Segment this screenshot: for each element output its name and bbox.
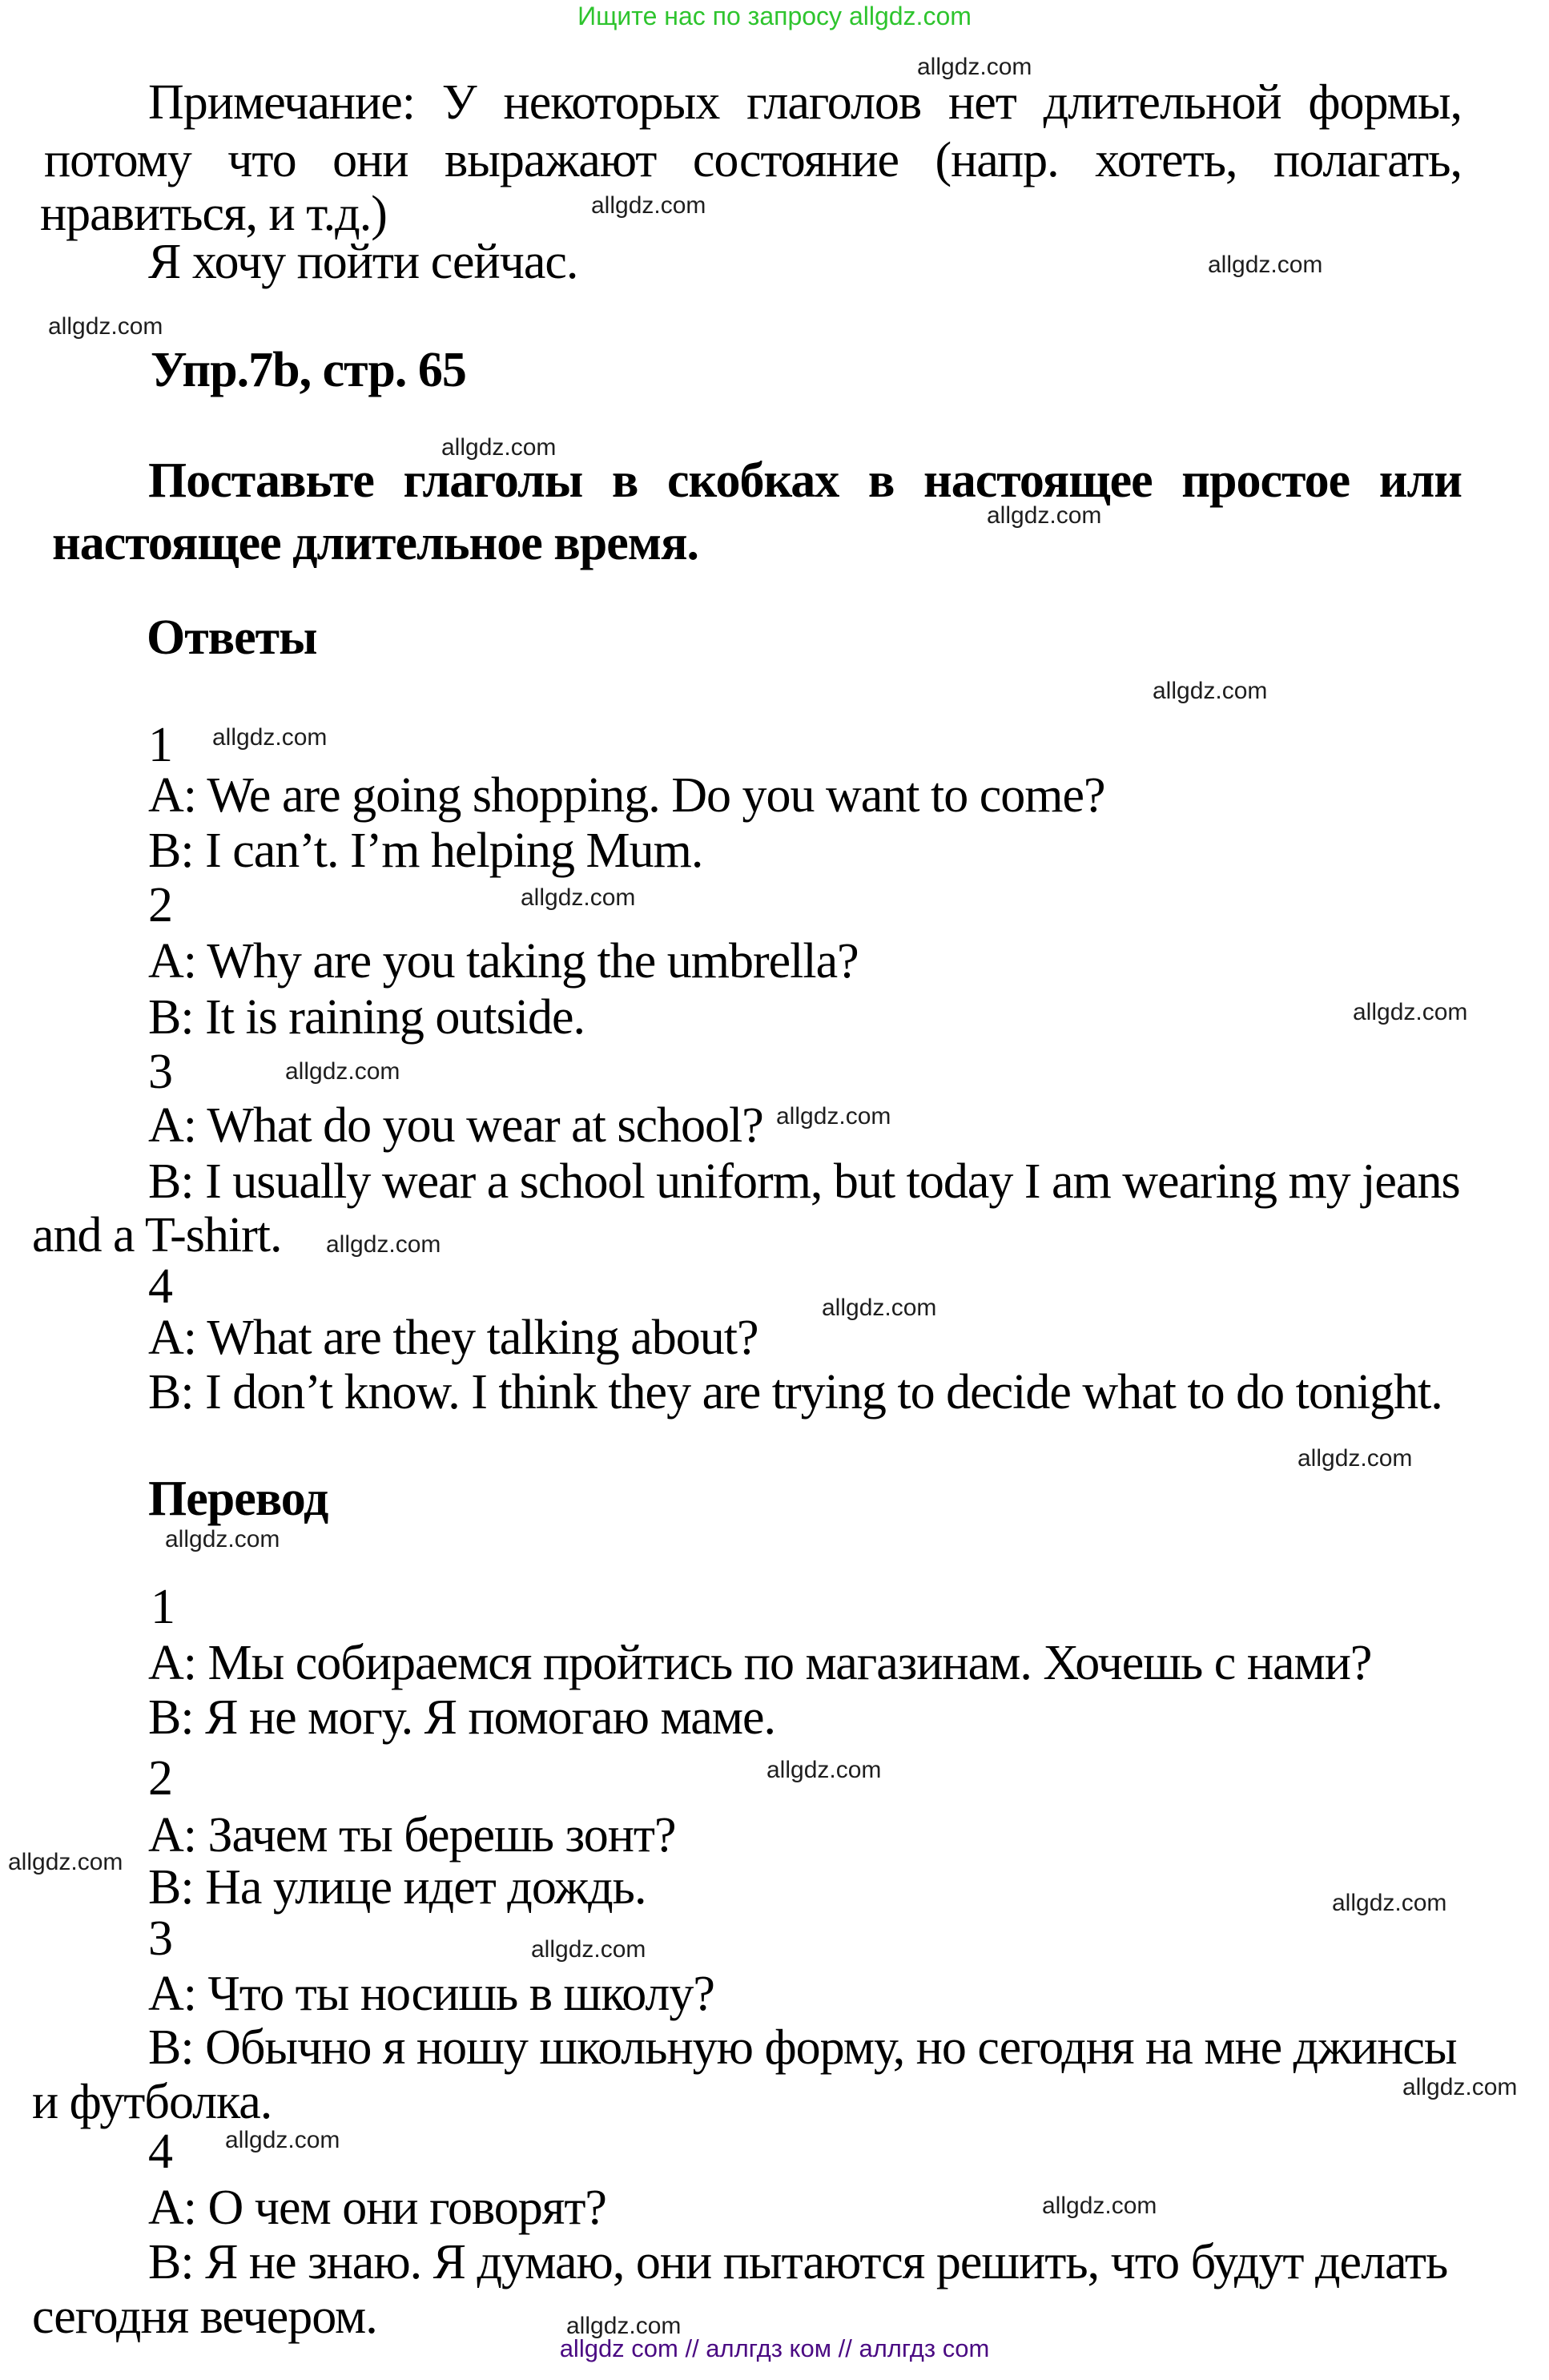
- watermark: allgdz.com: [441, 434, 557, 461]
- dialogue-number: 2: [148, 1751, 172, 1806]
- dialogue-number: 2: [148, 878, 172, 932]
- watermark: allgdz.com: [591, 192, 706, 219]
- watermark: allgdz.com: [1042, 2193, 1157, 2219]
- exercise-title: Упр.7b, стр. 65: [151, 343, 466, 397]
- watermark: allgdz.com: [1353, 999, 1468, 1025]
- dialogue-line-b: В: Обычно я ношу школьную форму, но сегодня на мне джинсы: [148, 2020, 1457, 2075]
- dialogue-number: 3: [148, 1911, 172, 1966]
- dialogue-number: 1: [151, 1580, 175, 1634]
- footer-links: allgdz com // аллгдз ком // аллгдз com: [559, 2334, 990, 2362]
- watermark: allgdz.com: [1402, 2074, 1518, 2100]
- watermark: allgdz.com: [212, 724, 328, 751]
- watermark: allgdz.com: [8, 1849, 123, 1875]
- watermark: allgdz.com: [521, 884, 636, 911]
- dialogue-line-a: А: Зачем ты берешь зонт?: [148, 1808, 676, 1863]
- watermark: allgdz.com: [776, 1103, 891, 1130]
- dialogue-number: 1: [148, 718, 172, 772]
- dialogue-line-b: B: I usually wear a school uniform, but today I am wearing my jeans: [148, 1154, 1460, 1209]
- dialogue-line-a: A: What do you wear at school?: [148, 1098, 763, 1153]
- watermark: allgdz.com: [285, 1058, 400, 1085]
- dialogue-line-a: А: Что ты носишь в школу?: [148, 1967, 714, 2021]
- watermark: allgdz.com: [326, 1231, 441, 1258]
- watermark: allgdz.com: [987, 502, 1102, 529]
- dialogue-line-b-cont: сегодня вечером.: [32, 2289, 377, 2344]
- watermark: allgdz.com: [1153, 678, 1268, 704]
- dialogue-number: 4: [148, 2124, 172, 2179]
- watermark: allgdz.com: [48, 313, 163, 340]
- dialogue-line-b-cont: и футболка.: [32, 2075, 272, 2129]
- watermark: allgdz.com: [1298, 1445, 1413, 1472]
- dialogue-line-b: В: Я не могу. Я помогаю маме.: [148, 1690, 776, 1745]
- watermark: allgdz.com: [566, 2313, 682, 2339]
- dialogue-line-b: B: I can’t. I’m helping Mum.: [148, 824, 703, 878]
- dialogue-line-a: A: Why are you taking the umbrella?: [148, 934, 859, 989]
- dialogue-line-b: В: Я не знаю. Я думаю, они пытаются решить, что будут делать: [148, 2235, 1448, 2289]
- dialogue-line-b: B: It is raining outside.: [148, 990, 585, 1045]
- dialogue-line-b: B: I don’t know. I think they are trying to decide what to do tonight.: [148, 1365, 1442, 1420]
- watermark: allgdz.com: [225, 2127, 340, 2153]
- watermark: allgdz.com: [822, 1295, 937, 1321]
- task-text: настоящее длительное время.: [52, 516, 699, 570]
- dialogue-line-b-cont: and a T-shirt.: [32, 1208, 282, 1262]
- example-sentence: Я хочу пойти сейчас.: [148, 235, 578, 289]
- watermark: allgdz.com: [766, 1757, 882, 1783]
- translation-heading: Перевод: [148, 1472, 328, 1526]
- dialogue-number: 4: [148, 1259, 172, 1314]
- promo-header: Ищите нас по запросу allgdz.com: [577, 2, 972, 30]
- watermark: allgdz.com: [1332, 1890, 1447, 1916]
- note-line: Примечание: У некоторых глаголов нет длительной формы,: [148, 75, 1462, 130]
- dialogue-line-a: А: Мы собираемся пройтись по магазинам. Хочешь с нами?: [148, 1636, 1372, 1690]
- watermark: allgdz.com: [165, 1526, 280, 1552]
- dialogue-line-a: А: О чем они говорят?: [148, 2181, 606, 2235]
- task-text: Поставьте глаголы в скобках в настоящее простое или: [148, 453, 1462, 508]
- note-line: потому что они выражают состояние (напр. хотеть, полагать,: [44, 133, 1462, 187]
- note-line: нравиться, и т.д.): [40, 187, 387, 241]
- dialogue-number: 3: [148, 1045, 172, 1099]
- watermark: allgdz.com: [1208, 252, 1323, 278]
- dialogue-line-a: A: What are they talking about?: [148, 1311, 758, 1365]
- dialogue-line-b: В: На улице идет дождь.: [148, 1860, 646, 1915]
- dialogue-line-a: A: We are going shopping. Do you want to come?: [148, 768, 1105, 823]
- answers-heading: Ответы: [147, 610, 317, 665]
- watermark: allgdz.com: [531, 1936, 646, 1963]
- watermark: allgdz.com: [917, 54, 1032, 80]
